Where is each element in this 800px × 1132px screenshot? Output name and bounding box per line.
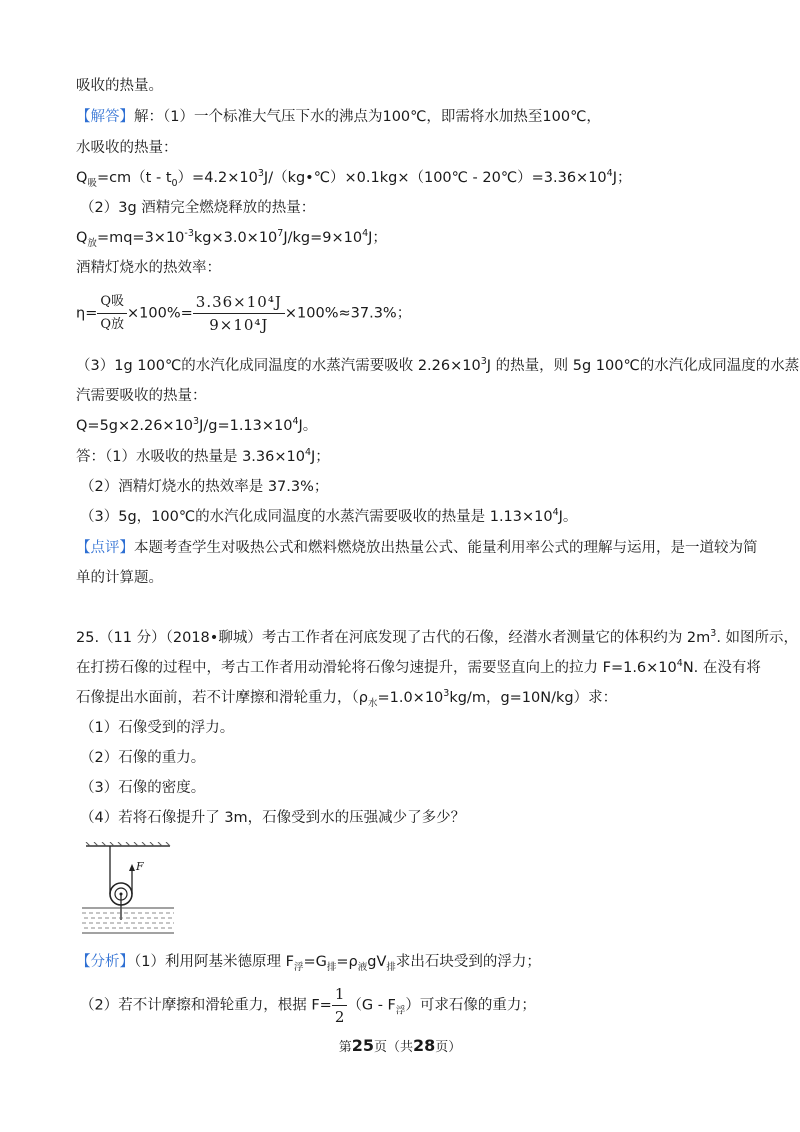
text-line: （2）酒精灯烧水的热效率是 37.3%；: [80, 479, 329, 495]
pulley-figure: [82, 842, 174, 934]
efficiency-formula: η= $\frac{\text{Q吸}}{\text{Q放}}$ ×100%= $\frac{\text{3.36×10⁴J}}{\text{9×10⁴J}}$ ×100%≈37.3%；: [76, 293, 412, 334]
text-line: （3）5g，100℃的水汽化成同温度的水蒸汽需要吸收的热量是 $1.13\times 10^4J$。: [80, 507, 578, 525]
analysis-tag: 【分析】: [76, 954, 134, 970]
question-part: （2）石像的重力。: [80, 750, 206, 766]
formula-line: $Q=5g\times 2.26\times 10^3J/g=1.13\times 10^4J$。: [76, 416, 318, 434]
force-label: F: [136, 860, 144, 873]
comment-tag: 【点评】: [76, 540, 134, 556]
question-line: 石像提出水面前，若不计摩擦和滑轮重力，（$\rho_水=1.0\times 10^3kg/m$，g=10N/kg）求：: [76, 688, 618, 709]
fraction-half: $\frac{1}{2}$: [332, 984, 348, 1027]
page-footer: 第25页（共28页）: [338, 1036, 462, 1055]
page-total: 28: [413, 1036, 436, 1055]
answer-tag: 【解答】: [76, 109, 134, 125]
fraction-q: $\frac{\text{Q吸}}{\text{Q放}}$: [97, 292, 127, 335]
page-number: 25: [351, 1036, 374, 1055]
question-line: 在打捞石像的过程中，考古工作者用动滑轮将石像匀速提升，需要竖直向上的拉力 $F=1.6\times 10^4N$. 在没有将: [76, 658, 761, 676]
answer-line: 【解答】解：（1）一个标准大气压下水的沸点为100℃，即需将水加热至100℃，: [76, 109, 601, 125]
analysis-line: （2）若不计摩擦和滑轮重力，根据 F= $\frac{1}{2}$ $(G - F_浮)$可求石像的重力；: [80, 985, 536, 1026]
text-line: 汽需要吸收的热量：: [76, 388, 207, 404]
question-part: （1）石像受到的浮力。: [80, 720, 235, 736]
text-line: 吸收的热量。: [76, 78, 163, 94]
question-line: 25.（11 分）（2018•聊城）考古工作者在河底发现了古代的石像，经潜水者测量它的体积约为 $2m^3$. 如图所示，: [76, 628, 799, 646]
question-part: （4）若将石像提升了 3m，石像受到水的压强减少了多少？: [80, 810, 466, 826]
text-line: （2）3g 酒精完全燃烧释放的热量：: [80, 200, 316, 216]
pulley-diagram: [82, 842, 174, 934]
text-line: 酒精灯烧水的热效率：: [76, 260, 221, 276]
analysis-line: 【分析】（1）利用阿基米德原理 $F_浮=G_排=\rho_液gV_排$求出石块受到的浮力；: [76, 954, 541, 973]
fraction-values: $\frac{\text{3.36×10⁴J}}{\text{9×10⁴J}}$: [193, 292, 285, 335]
text-line: 答：（1）水吸收的热量是 $3.36\times 10^4J$；: [76, 447, 330, 465]
text-line: 水吸收的热量：: [76, 140, 178, 156]
formula-line: $Q_吸=cm(t$ - $t_0)=4.2\times 10^3J/(kg•℃)\times 0.1kg\times(100℃$ - $20℃)=3.36\times 10^4J$；: [76, 168, 632, 189]
comment-line: 【点评】本题考查学生对吸热公式和燃料燃烧放出热量公式、能量利用率公式的理解与运用，是一道较为简: [76, 540, 758, 556]
text-line: 单的计算题。: [76, 570, 163, 586]
question-part: （3）石像的密度。: [80, 780, 206, 796]
formula-line: $Q_放=mq=3\times 10^{-3}kg\times 3.0\times 10^7J/kg=9\times 10^4J$；: [76, 228, 387, 249]
text-line: （3）1g 100℃的水汽化成同温度的水蒸汽需要吸收 $2.26\times 10^3J$ 的热量，则 5g 100℃的水汽化成同温度的水蒸: [76, 356, 800, 374]
